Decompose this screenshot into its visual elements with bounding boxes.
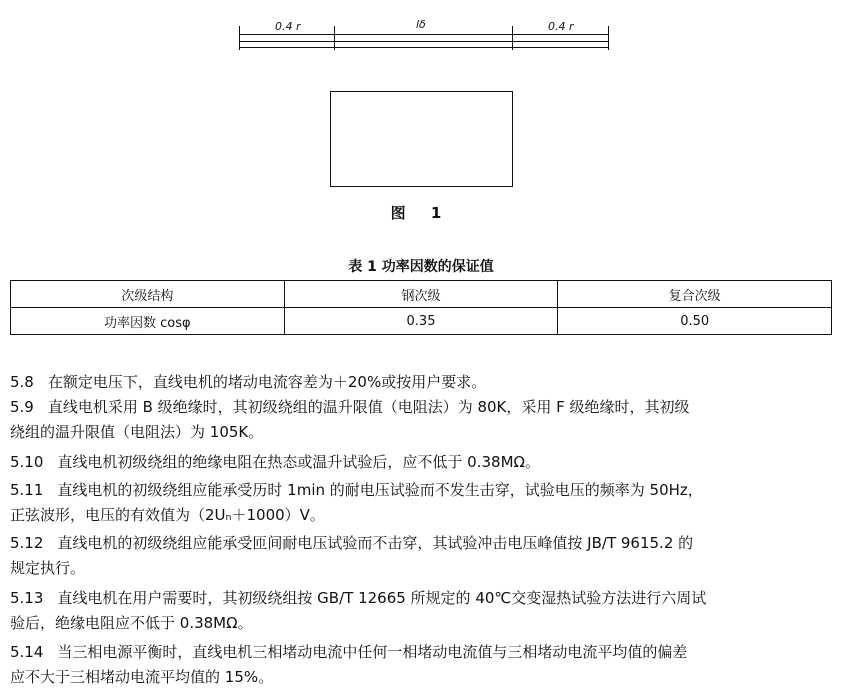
clause-5-14 <box>10 640 840 690</box>
dimension-midline <box>239 41 609 42</box>
header-cell: 钢次级 <box>284 281 558 308</box>
clause-number: 5.12 <box>10 534 44 552</box>
dim-label-left: 0.4 r <box>275 20 301 33</box>
table-title: 表 1 功率因数的保证值 <box>348 259 494 275</box>
clause-5-12 <box>10 531 840 581</box>
clause-text: 直线电机初级绕组的绝缘电阻在热态或温升试验后，应不低于 0.38MΩ。 <box>57 453 540 471</box>
clause-5-8 <box>10 370 840 395</box>
clause-number: 5.11 <box>10 481 44 499</box>
clause-number: 5.10 <box>10 453 44 471</box>
table-cell: 0.35 <box>284 308 558 335</box>
table-cell: 功率因数 cosφ <box>11 308 285 335</box>
header-cell: 次级结构 <box>11 281 285 308</box>
clause-text: 规定执行。 <box>10 559 86 577</box>
clause-text: 应不大于三相堵动电流平均值的 15%。 <box>10 668 274 686</box>
clause-5-13 <box>10 586 840 636</box>
clause-text: 当三相电源平衡时，直线电机三相堵动电流中任何一相堵动电流值与三相堵动电流平均值的偏差 <box>57 643 688 661</box>
clause-text: 直线电机的初级绕组应能承受匝间耐电压试验而不击穿，其试验冲击电压峰值按 JB/T 9615.2 的 <box>57 534 694 552</box>
dim-label-right: 0.4 r <box>548 20 574 33</box>
dim-label-center: lδ <box>416 18 426 31</box>
clause-text: 直线电机采用 B 级绝缘时，其初级绕组的温升限值（电阻法）为 80K，采用 F 级绝缘时，其初级 <box>47 398 690 416</box>
clause-number: 5.9 <box>10 398 34 416</box>
clause-text: 在额定电压下，直线电机的堵动电流容差为＋20%或按用户要求。 <box>47 373 487 391</box>
dimension-tick <box>334 26 335 50</box>
clause-text: 直线电机的初级绕组应能承受历时 1min 的耐电压试验而不发生击穿，试验电压的频率为 50Hz， <box>57 481 703 499</box>
table-header-row <box>11 281 832 308</box>
dimension-tick <box>239 26 240 50</box>
clause-5-10 <box>10 450 840 475</box>
clause-text: 验后，绝缘电阻应不低于 0.38MΩ。 <box>10 614 253 632</box>
dimension-tick <box>608 26 609 50</box>
clause-number: 5.13 <box>10 589 44 607</box>
clause-text: 绕组的温升限值（电阻法）为 105K。 <box>10 423 264 441</box>
table-row <box>11 308 832 335</box>
clause-5-9 <box>10 395 840 445</box>
clause-5-11 <box>10 478 840 528</box>
table-cell: 0.50 <box>558 308 832 335</box>
power-factor-table <box>10 280 832 335</box>
clause-text: 直线电机在用户需要时，其初级绕组按 GB/T 12665 所规定的 40℃交变湿热试验方法进行六周试 <box>57 589 707 607</box>
figure-caption: 图 1 <box>390 204 452 222</box>
header-cell: 复合次级 <box>558 281 832 308</box>
clause-number: 5.8 <box>10 373 34 391</box>
dimension-tick <box>512 26 513 50</box>
figure-rectangle <box>330 91 513 187</box>
clause-text: 正弦波形，电压的有效值为（2Uₙ＋1000）V。 <box>10 506 325 524</box>
clause-number: 5.14 <box>10 643 44 661</box>
